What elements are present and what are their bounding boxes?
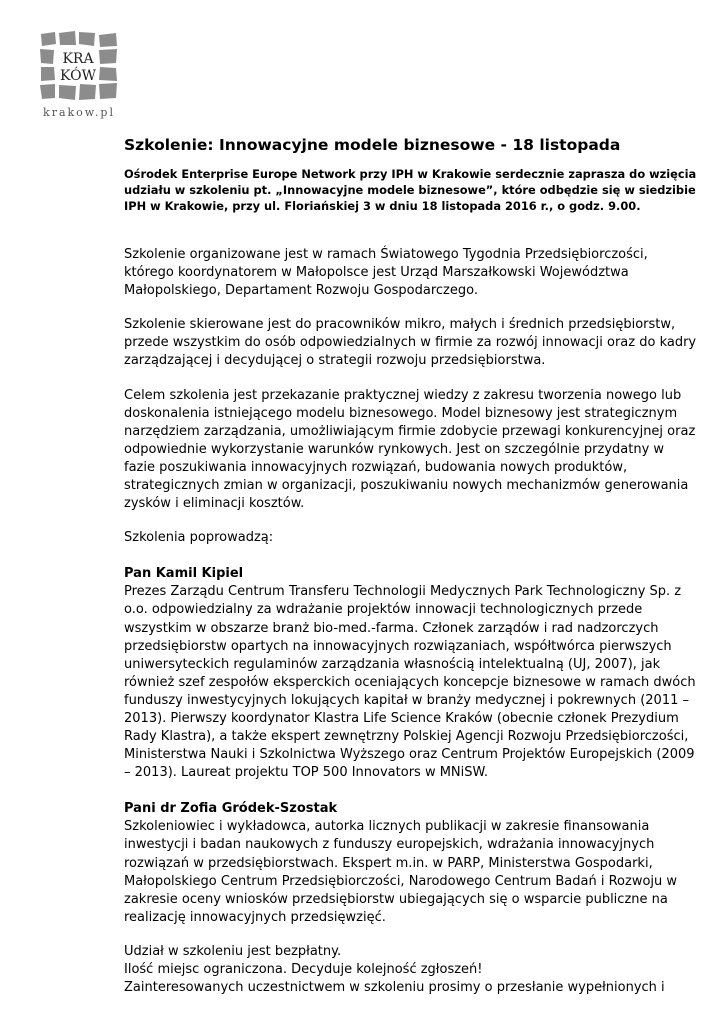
paragraph-audience: Szkolenie skierowane jest do pracowników mikro, małych i średnich przedsiębiorstw, przede wszystkim do osób odpowiedzialnych w firmie za rozwój innowacji oraz do kadry zarządzającej i decydującej o strategii rozwoju przedsiębiorstwa. [124,317,697,369]
logo-text-top: KRA [62,51,94,67]
trainer-name: Pan Kamil Kipiel [124,566,244,582]
trainer-bio: Prezes Zarządu Centrum Transferu Technologii Medycznych Park Technologiczny Sp. z o.o. odpowiedzialny za wdrażanie projektów innowacji technologicznych przede wszystkim w obszarze branż bio-med.-farma. Członek zarządów i rad nadzorczych przedsiębiorstw opartych na innowacyjnych rozwiązaniach, współtwórca pierwszych uniwersyteckich regulaminów zarządzania własnością intelektualną (UJ, 2007), jak również szef zespołów eksperckich oceniających koncepcje biznesowe w ramach dwóch funduszy inwestycyjnych lokujących kapitał w branży medycznej i pokrewnych (2011 – 2013). Pierwszy koordynator Klastra Life Science Kraków (obecnie członek Prezydium Rady Klastra), a także ekspert zewnętrzny Polskiej Agencji Rozwoju Przedsiębiorczości, Ministerstwa Nauki i Szkolnictwa Wyższego oraz Centrum Projektów Europejskich (2009 – 2013). Laureat projektu TOP 500 Innovators w MNiSW. [124,584,696,781]
logo-text-bottom: KÓW [60,68,96,84]
logo-caption: krakow.pl [43,106,115,119]
document-title: Szkolenie: Innowacyjne modele biznesowe - 18 listopada [124,136,621,154]
intro-paragraph: Ośrodek Enterprise Europe Network przy IPH w Krakowie serdecznie zaprasza do wzięcia udziału w szkoleniu pt. „Innowacyjne modele biznesowe”, które odbędzie się w siedzibie IPH w Krakowie, przy ul. Floriańskiej 3 w dniu 18 listopada 2016 r., o godz. 9.00. [124,167,697,213]
closing-line-registration: Zainteresowanych uczestnictwem w szkoleniu prosimy o przesłanie wypełnionych i [124,980,665,996]
paragraph-context: Szkolenie organizowane jest w ramach Światowego Tygodnia Przedsiębiorczości, którego koordynatorem w Małopolsce jest Urząd Marszałkowski Województwa Małopolskiego, Departament Rozwoju Gospodarczego. [124,247,648,299]
trainer-name: Pani dr Zofia Gródek-Szostak [124,801,338,817]
paragraph-trainers-intro: Szkolenia poprowadzą: [124,530,274,546]
trainer-bio: Szkoleniowiec i wykładowca, autorka licznych publikacji w zakresie finansowania inwestycji i badan naukowych z funduszy europejskich, wdrażania innowacyjnych rozwiązań w przedsiębiorstwach. Ekspert m.in. w PARP, Ministerstwa Gospodarki, Małopolskiego Centrum Przedsiębiorczości, Narodowego Centrum Badań i Rozwoju w zakresie oceny wniosków przedsiębiorstw ubiegających się o wsparcie publiczne na realizację innowacyjnych przedsięwzięć. [124,819,678,925]
document-body [124,136,704,997]
closing-line-limited: Ilość miejsc ograniczona. Decyduje kolejność zgłoszeń! [124,962,483,977]
paragraph-goal: Celem szkolenia jest przekazanie praktycznej wiedzy z zakresu tworzenia nowego lub doskonalenia istniejącego modelu biznesowego. Model biznesowy jest strategicznym narzędziem zarządzania, umożliwiającym firmie zdobycie przewagi konkurencyjnej oraz odpowiednie wykorzystanie warunków rynkowych. Jest on szczególnie przydatny w fazie poszukiwania innowacyjnych rozwiązań, budowania nowych produktów, strategicznych zmian w organizacji, poszukiwaniu nowych mechanizmów generowania zysków i eliminacji kosztów. [124,387,696,512]
krakow-logo-mark [38,30,120,110]
closing-line-free: Udział w szkoleniu jest bezpłatny. [124,943,342,959]
